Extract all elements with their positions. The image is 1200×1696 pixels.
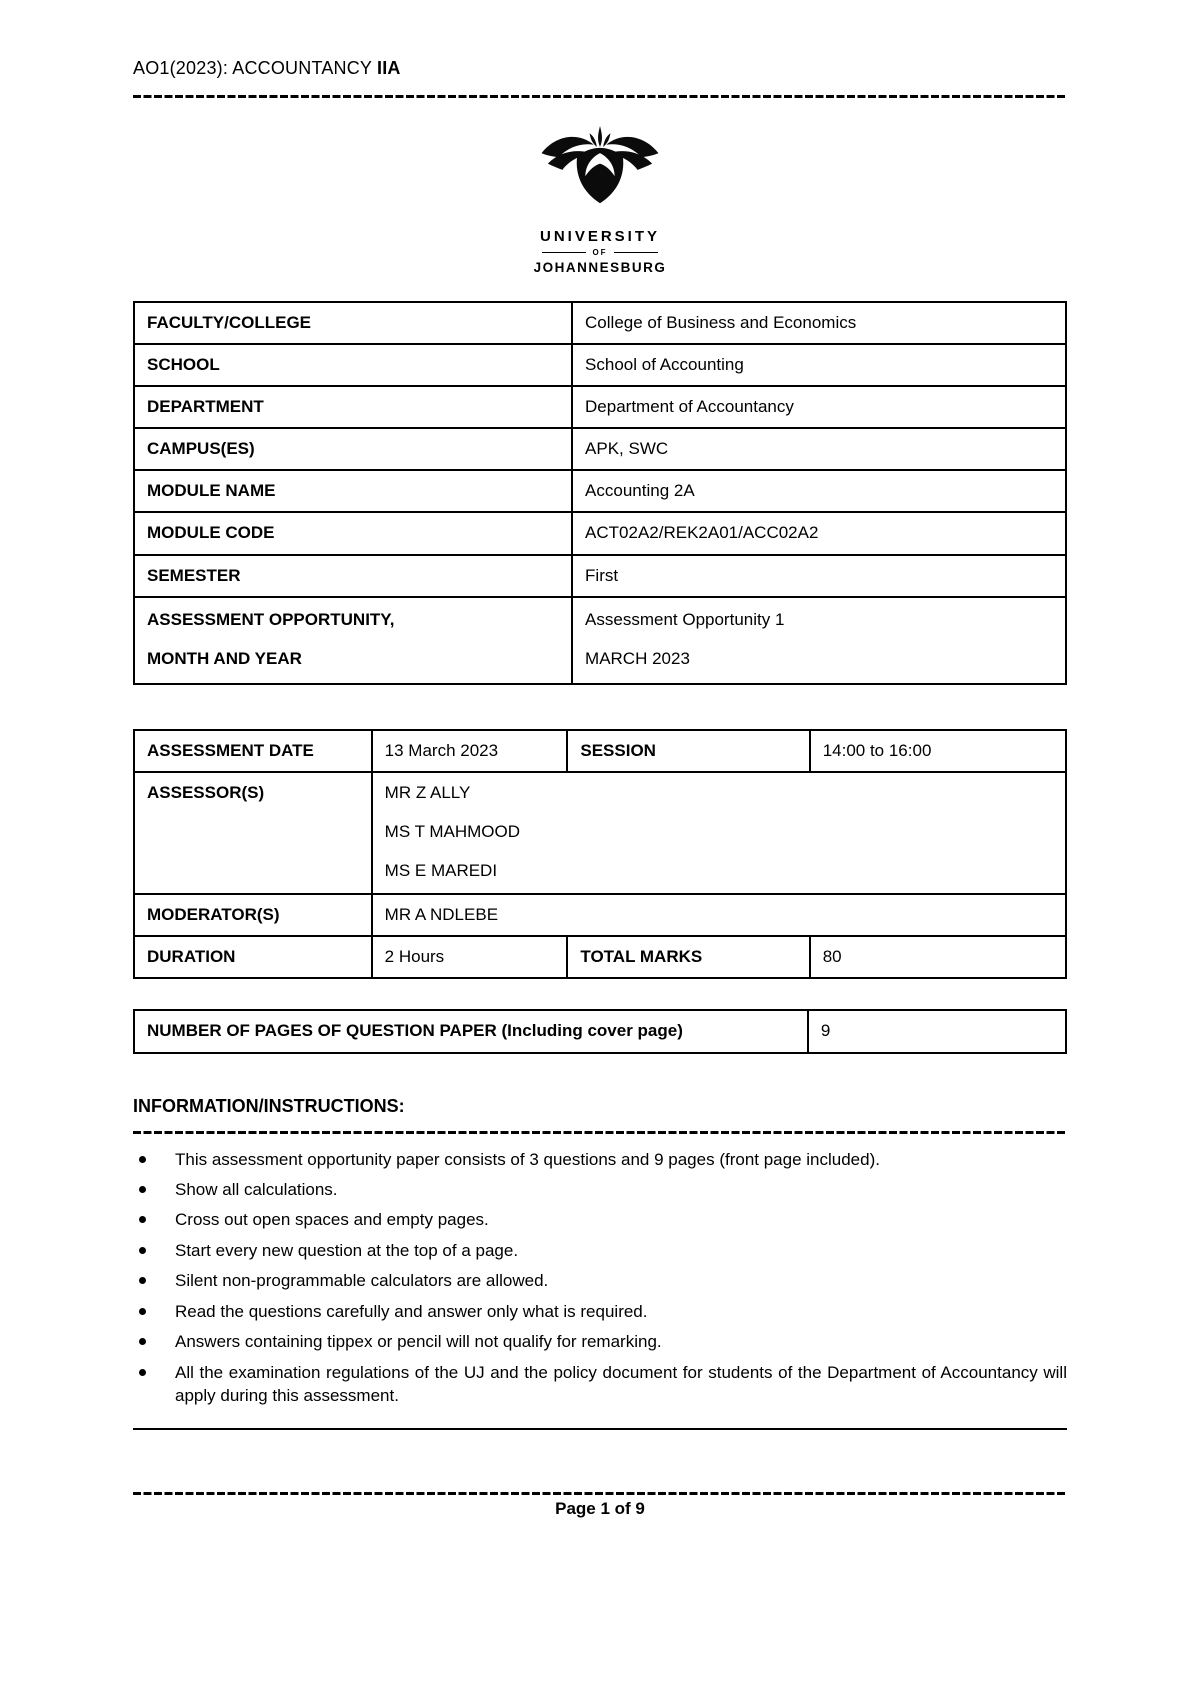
footer-divider: [133, 1492, 1067, 1495]
instruction-item: [133, 1300, 1067, 1323]
table-row-assessors: [134, 772, 1066, 894]
row-value: Department of Accountancy: [572, 386, 1066, 428]
header-divider: [133, 95, 1067, 98]
duration-value: 2 Hours: [372, 936, 568, 978]
module-info-table: [133, 301, 1067, 685]
logo-text-of: OF: [592, 248, 608, 257]
duration-label: DURATION: [134, 936, 372, 978]
logo-rule-right: [614, 252, 658, 254]
instruction-text: This assessment opportunity paper consists of 3 questions and 9 pages (front page included).: [175, 1149, 880, 1169]
assessment-opportunity-value-line2: MARCH 2023: [585, 648, 690, 668]
instruction-item: [133, 1178, 1067, 1201]
row-label: MODULE NAME: [134, 470, 572, 512]
assessment-date-value: 13 March 2023: [372, 730, 568, 772]
page-title: [133, 58, 1067, 79]
table-row-date-session: [134, 730, 1066, 772]
logo-text-university: UNIVERSITY: [539, 228, 660, 245]
bullet-icon: [139, 1156, 146, 1163]
row-label: MODULE CODE: [134, 512, 572, 554]
page-title-prefix: AO1(2023): ACCOUNTANCY: [133, 58, 378, 78]
row-label: FACULTY/COLLEGE: [134, 302, 572, 344]
row-label: SCHOOL: [134, 344, 572, 386]
row-value: College of Business and Economics: [572, 302, 1066, 344]
bullet-icon: [139, 1369, 146, 1376]
page-number: Page 1 of 9: [555, 1499, 645, 1518]
assessment-date-label: ASSESSMENT DATE: [134, 730, 372, 772]
instruction-item: [133, 1239, 1067, 1262]
row-label: SEMESTER: [134, 555, 572, 597]
page-title-suffix: IIA: [377, 58, 401, 78]
table-row: [134, 344, 1066, 386]
table-row: [134, 470, 1066, 512]
instruction-text: Read the questions carefully and answer only what is required.: [175, 1301, 648, 1321]
instruction-item: [133, 1269, 1067, 1292]
assessment-opportunity-label-line2: MONTH AND YEAR: [147, 648, 302, 668]
instruction-item: [133, 1361, 1067, 1408]
table-row: [134, 512, 1066, 554]
table-row-moderators: [134, 894, 1066, 936]
bullet-icon: [139, 1186, 146, 1193]
instruction-text: Answers containing tippex or pencil will not qualify for remarking.: [175, 1332, 662, 1352]
instructions-list: [133, 1148, 1067, 1408]
instructions-end-rule: [133, 1428, 1067, 1430]
table-row: [134, 428, 1066, 470]
row-value: Accounting 2A: [572, 470, 1066, 512]
bullet-icon: [139, 1338, 146, 1345]
instruction-text: All the examination regulations of the UJ and the policy document for students of the Department of Accountancy will apply during this assessment.: [175, 1362, 1067, 1406]
assessors-label: ASSESSOR(S): [134, 772, 372, 894]
table-row: [134, 386, 1066, 428]
table-row: [134, 555, 1066, 597]
session-label: SESSION: [567, 730, 809, 772]
row-label: DEPARTMENT: [134, 386, 572, 428]
logo-of-row: [490, 248, 710, 257]
table-row: [134, 302, 1066, 344]
instruction-text: Start every new question at the top of a page.: [175, 1240, 519, 1260]
bullet-icon: [139, 1308, 146, 1315]
row-value: School of Accounting: [572, 344, 1066, 386]
moderators-value: MR A NDLEBE: [372, 894, 1066, 936]
page-footer: [133, 1492, 1067, 1519]
uj-logo: [490, 126, 710, 275]
row-label: [134, 597, 572, 684]
uj-emblem-icon: [537, 126, 663, 222]
logo-rule-left: [542, 252, 586, 254]
assessor-name: MS E MAREDI: [384, 861, 498, 881]
session-value: 14:00 to 16:00: [810, 730, 1066, 772]
table-row-assessment-opportunity: [134, 597, 1066, 684]
pages-count-label: NUMBER OF PAGES OF QUESTION PAPER (Including cover page): [134, 1010, 808, 1052]
instruction-text: Show all calculations.: [175, 1179, 338, 1199]
table-row-duration-marks: [134, 936, 1066, 978]
assessor-name: MS T MAHMOOD: [384, 822, 521, 842]
moderators-label: MODERATOR(S): [134, 894, 372, 936]
row-value: APK, SWC: [572, 428, 1066, 470]
bullet-icon: [139, 1277, 146, 1284]
instructions-divider: [133, 1131, 1067, 1134]
instruction-item: [133, 1148, 1067, 1171]
total-marks-value: 80: [810, 936, 1066, 978]
assessors-value: [372, 772, 1066, 894]
logo-text-johannesburg: JOHANNESBURG: [533, 260, 667, 275]
bullet-icon: [139, 1216, 146, 1223]
assessment-opportunity-value-line1: Assessment Opportunity 1: [585, 609, 785, 629]
schedule-table: [133, 729, 1067, 980]
row-value: First: [572, 555, 1066, 597]
pages-count-value: 9: [808, 1010, 1066, 1052]
table-row-page-count: [134, 1010, 1066, 1052]
assessment-opportunity-label-line1: ASSESSMENT OPPORTUNITY,: [147, 609, 395, 629]
instruction-item: [133, 1208, 1067, 1231]
instructions-heading: INFORMATION/INSTRUCTIONS:: [133, 1095, 405, 1116]
row-value: ACT02A2/REK2A01/ACC02A2: [572, 512, 1066, 554]
total-marks-label: TOTAL MARKS: [567, 936, 809, 978]
instruction-item: [133, 1330, 1067, 1353]
row-label: CAMPUS(ES): [134, 428, 572, 470]
assessor-name: MR Z ALLY: [384, 782, 471, 802]
instruction-text: Cross out open spaces and empty pages.: [175, 1210, 489, 1230]
pages-count-table: [133, 1009, 1067, 1053]
instruction-text: Silent non-programmable calculators are allowed.: [175, 1271, 549, 1291]
bullet-icon: [139, 1247, 146, 1254]
row-value: [572, 597, 1066, 684]
